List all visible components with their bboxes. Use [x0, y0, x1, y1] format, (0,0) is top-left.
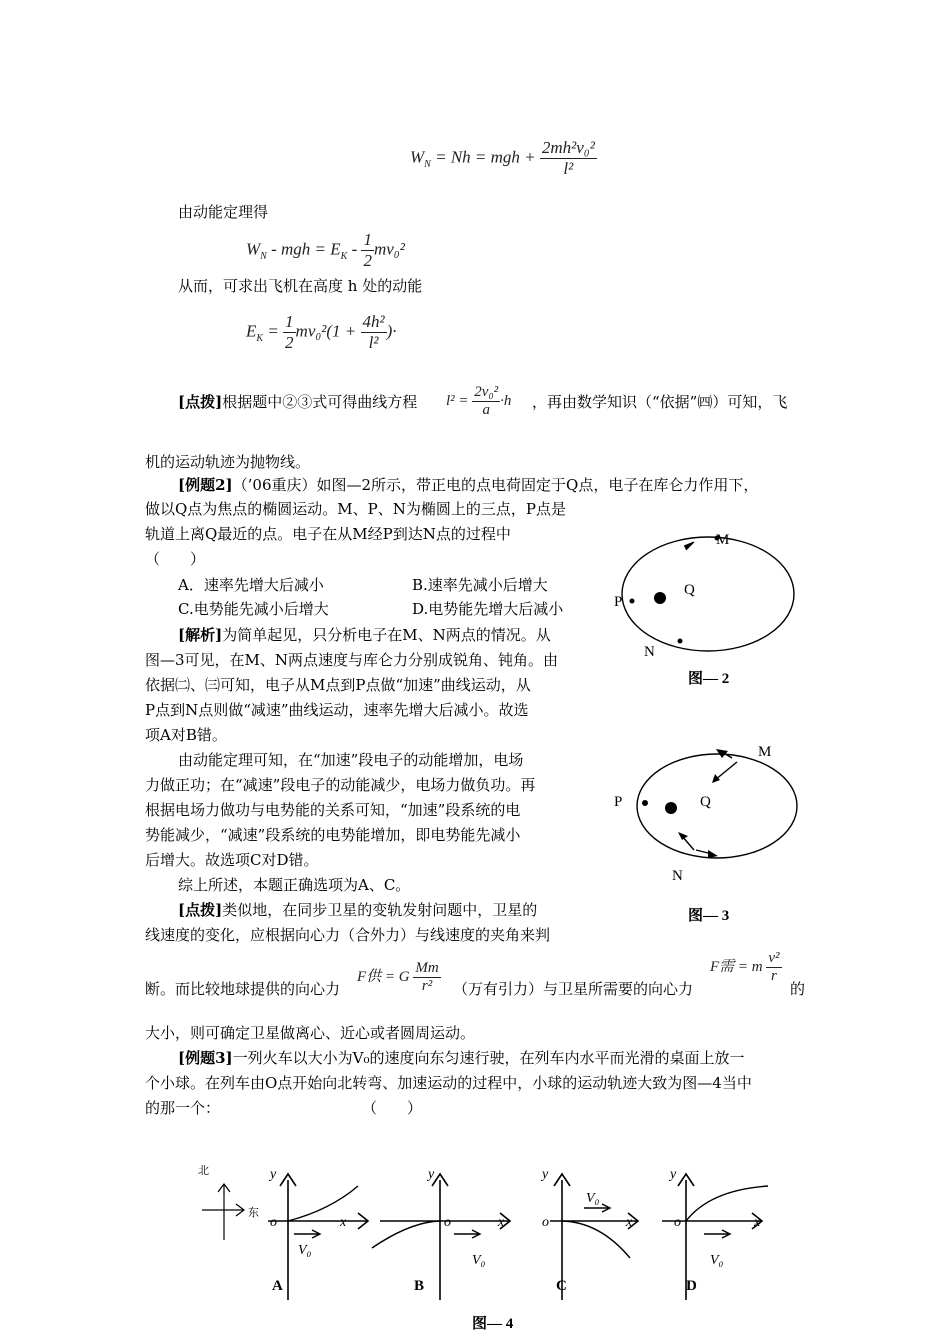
jiexi-d: P点到N点则做“减速”曲线运动，速率先增大后减小。故选 — [145, 701, 529, 719]
ex3-c: 的那一个： — [145, 1099, 221, 1117]
figure-4 — [190, 1160, 790, 1300]
option-a: A．速率先增大后减小 — [178, 576, 324, 594]
jiexi-a: [解析]为简单起见，只分析电子在M、N两点的情况。从 — [178, 626, 551, 644]
dianbo2-c2: （万有引力）与卫星所需要的向心力 — [453, 980, 694, 998]
c-trajectory — [562, 1221, 630, 1258]
fig3-label-p: P — [614, 794, 623, 810]
formula-work-normal: $W_N = Nh$ = mgh + $\frac{\text{2mh²v₀²}}{\text{l²}}$ — [410, 138, 595, 178]
fig3-force-m-head — [712, 774, 720, 783]
option-b: B.速率先减小后增大 — [412, 576, 548, 594]
a-trajectory — [288, 1186, 358, 1221]
jiexi-c: 依据㈡、㈢可知，电子从M点到P点做“加速”曲线运动，从 — [145, 676, 531, 694]
figure-2 — [614, 528, 800, 660]
fig2-charge-q — [654, 592, 666, 604]
c-label-y: y — [542, 1167, 549, 1182]
ex3-b: 个小球。在列车由O点开始向北转弯、加速运动的过程中，小球的运动轨迹大致为图—4当中 — [145, 1074, 752, 1092]
formula-needed-force: F需 = m $\frac{\text{v²}}{r}$ — [710, 950, 780, 984]
dianbo2-b: 线速度的变化，应根据向心力（合外力）与线速度的夹角来判 — [145, 926, 551, 944]
b-trajectory — [372, 1221, 440, 1248]
dianbo2-d: 大小，则可确定卫星做离心、近心或者圆周运动。 — [145, 1024, 476, 1042]
dianbo1-line-b: ，再由数学知识（“依据”㈣）可知，飞 — [532, 393, 788, 411]
c-label-x: x — [626, 1215, 633, 1230]
text-line2: 从而，可求出飞机在高度 h 处的动能 — [178, 277, 423, 295]
d-choice: D — [686, 1278, 697, 1294]
b-label-v0: V₀ — [472, 1253, 486, 1268]
para2-c: 根据电场力做功与电势能的关系可知，“加速”段系统的电 — [145, 801, 521, 819]
compass-east-label: 东 — [248, 1207, 259, 1219]
para2-a: 由动能定理可知，在“加速”段电子的动能增加，电场 — [178, 751, 524, 769]
dianbo2-c3: 的 — [790, 980, 806, 998]
fig3-orbit — [637, 754, 797, 858]
a-label-o: o — [270, 1215, 277, 1230]
a-label-y: y — [270, 1167, 277, 1182]
b-choice: B — [414, 1278, 425, 1294]
formula-gravity: F供 = G $\frac{Mm}{\text{r²}}$ — [357, 960, 439, 994]
ex2-line-d: （ ） — [145, 550, 206, 568]
fig3-label-q: Q — [700, 794, 711, 810]
fig3-label-m: M — [758, 744, 772, 760]
jiexi-e: 项A对B错。 — [145, 726, 227, 744]
fig3-charge-q — [665, 802, 677, 814]
para2-d: 势能减少，“减速”段系统的电势能增加，即电势能先减小 — [145, 826, 521, 844]
fig2-caption: 图— 2 — [688, 671, 730, 687]
figure-3 — [612, 740, 812, 884]
c-label-v0: V₀ — [586, 1191, 600, 1206]
text-line1: 由动能定理得 — [178, 203, 269, 221]
c-choice: C — [556, 1278, 567, 1294]
fig3-label-n: N — [672, 868, 683, 884]
fig2-point-n — [678, 639, 683, 644]
dianbo2-a: [点拨]类似地，在同步卫星的变轨发射问题中，卫星的 — [178, 901, 538, 919]
fig2-point-p — [630, 599, 635, 604]
dianbo2-c1: 断。而比较地球提供的向心力 — [145, 980, 341, 998]
d-label-y: y — [670, 1167, 677, 1182]
a-choice: A — [272, 1278, 283, 1294]
fig3-force-m — [715, 762, 737, 780]
fig3-force-n-head — [678, 832, 688, 840]
fig3-point-p — [642, 800, 648, 806]
fig3-velocity-n-head — [708, 850, 718, 858]
a-label-x: x — [340, 1215, 347, 1230]
ex3-paren: （ ） — [362, 1099, 423, 1117]
ex2-line-b: 做以Q点为焦点的椭圆运动。M、P、N为椭圆上的三点，P点是 — [145, 500, 566, 518]
option-d: D.电势能先增大后减小 — [412, 600, 564, 618]
a-label-v0: V₀ — [298, 1243, 312, 1258]
fig3-caption: 图— 3 — [688, 908, 730, 924]
formula-kinetic-energy: $E_K$ = $\frac{1}{2}$ mv₀²(1 + $\frac{\text{4h²}}{\text{l²}}$ )· — [246, 312, 397, 352]
ex3-a: [例题3]一列火车以大小为V₀的速度向东匀速行驶，在列车内水平而光滑的桌面上放一 — [178, 1049, 745, 1067]
fig2-arrow — [684, 542, 694, 550]
fig2-label-n: N — [644, 644, 655, 660]
para2-e: 后增大。故选项C对D错。 — [145, 851, 319, 869]
c-label-o: o — [542, 1215, 549, 1230]
b-label-x: x — [498, 1215, 505, 1230]
fig2-label-q: Q — [684, 582, 695, 598]
ex2-line-c: 轨道上离Q最近的点。电子在从M经P到达N点的过程中 — [145, 525, 511, 543]
d-label-x: x — [754, 1215, 761, 1230]
dianbo1-line: [点拨]根据题中②③式可得曲线方程 — [178, 393, 418, 411]
b-label-o: o — [444, 1215, 451, 1230]
formula-curve: l² = $\frac{\text{2v₀²}}{a}$ ·h — [446, 384, 512, 418]
compass-north-label: 北 — [198, 1165, 209, 1177]
jiexi-b: 图—3可见，在M、N两点速度与库仑力分别成锐角、钝角。由 — [145, 651, 559, 669]
d-label-o: o — [674, 1215, 681, 1230]
fig2-label-p: P — [614, 594, 623, 610]
option-c: C.电势能先减小后增大 — [178, 600, 329, 618]
para2-b: 力做正功；在“减速”段电子的动能减少，电场力做负功。再 — [145, 776, 536, 794]
dianbo1-line-c: 机的运动轨迹为抛物线。 — [145, 453, 311, 471]
summary: 综上所述，本题正确选项为A、C。 — [178, 876, 411, 894]
b-label-y: y — [428, 1167, 435, 1182]
fig2-label-m: M — [716, 532, 730, 548]
d-label-v0: V₀ — [710, 1253, 724, 1268]
fig2-orbit — [622, 537, 794, 651]
formula-kinetic-theorem: $W_N$ - mgh = $E_K$ - $\frac{1}{2}$ mv₀² — [246, 230, 405, 270]
fig4-caption: 图— 4 — [472, 1316, 514, 1332]
ex2-line-a: [例题2]（’06重庆）如图—2所示，带正电的点电荷固定于Q点，电子在库仑力作用下， — [178, 476, 759, 494]
